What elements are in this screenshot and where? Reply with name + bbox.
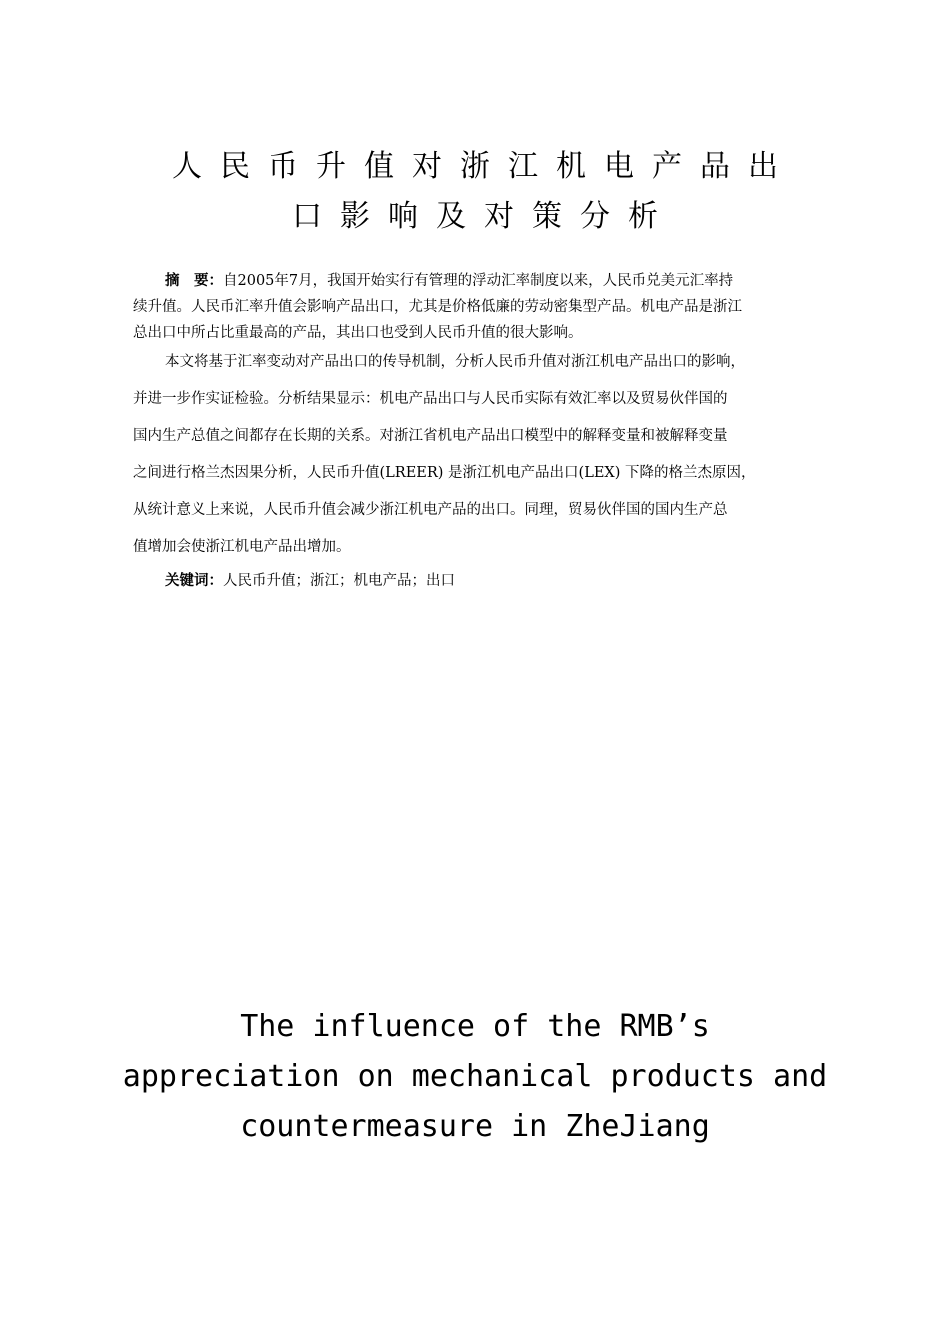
body-line-1: 本文将基于汇率变动对产品出口的传导机制，分析人民币升值对浙江机电产品出口的影响， bbox=[165, 354, 745, 370]
body-line-2: 并进一步作实证检验。分析结果显示：机电产品出口与人民币实际有效汇率以及贸易伙伴国的 bbox=[133, 391, 728, 407]
english-title-line-1: The influence of the RMB’s bbox=[240, 1009, 710, 1044]
abstract-paragraph bbox=[133, 268, 833, 346]
keywords-line bbox=[133, 568, 865, 594]
body-line-6: 值增加会使浙江机电产品出增加。 bbox=[133, 539, 351, 555]
body-line-3: 国内生产总值之间都存在长期的关系。对浙江省机电产品出口模型中的解释变量和被解释变量 bbox=[133, 428, 728, 444]
abstract-line-3: 总出口中所占比重最高的产品，其出口也受到人民币升值的很大影响。 bbox=[133, 325, 583, 341]
keywords-text: 人民币升值；浙江；机电产品；出口 bbox=[223, 573, 455, 589]
chinese-title-line-2: 口影响及对策分析 bbox=[292, 199, 676, 234]
abstract-label: 摘 要： bbox=[165, 273, 223, 289]
keywords-label: 关键词： bbox=[165, 573, 223, 589]
abstract-text-1: 自2005年7月，我国开始实行有管理的浮动汇率制度以来，人民币兑美元汇率持 bbox=[223, 273, 734, 289]
chinese-title-line-1: 人民币升值对浙江机电产品出 bbox=[172, 149, 796, 184]
body-line-4: 之间进行格兰杰因果分析，人民币升值(LREER) 是浙江机电产品出口(LEX) 下降的格兰杰原因， bbox=[133, 465, 756, 481]
english-title-line-3: countermeasure in ZheJiang bbox=[240, 1109, 710, 1144]
english-title-line-2: appreciation on mechanical products and bbox=[122, 1059, 828, 1094]
abstract-line-1 bbox=[133, 268, 833, 294]
body-paragraph bbox=[133, 344, 833, 566]
abstract-line-2: 续升值。人民币汇率升值会影响产品出口，尤其是价格低廉的劳动密集型产品。机电产品是浙江 bbox=[133, 299, 742, 315]
body-line-5: 从统计意义上来说，人民币升值会减少浙江机电产品的出口。同理，贸易伙伴国的国内生产总 bbox=[133, 502, 728, 518]
